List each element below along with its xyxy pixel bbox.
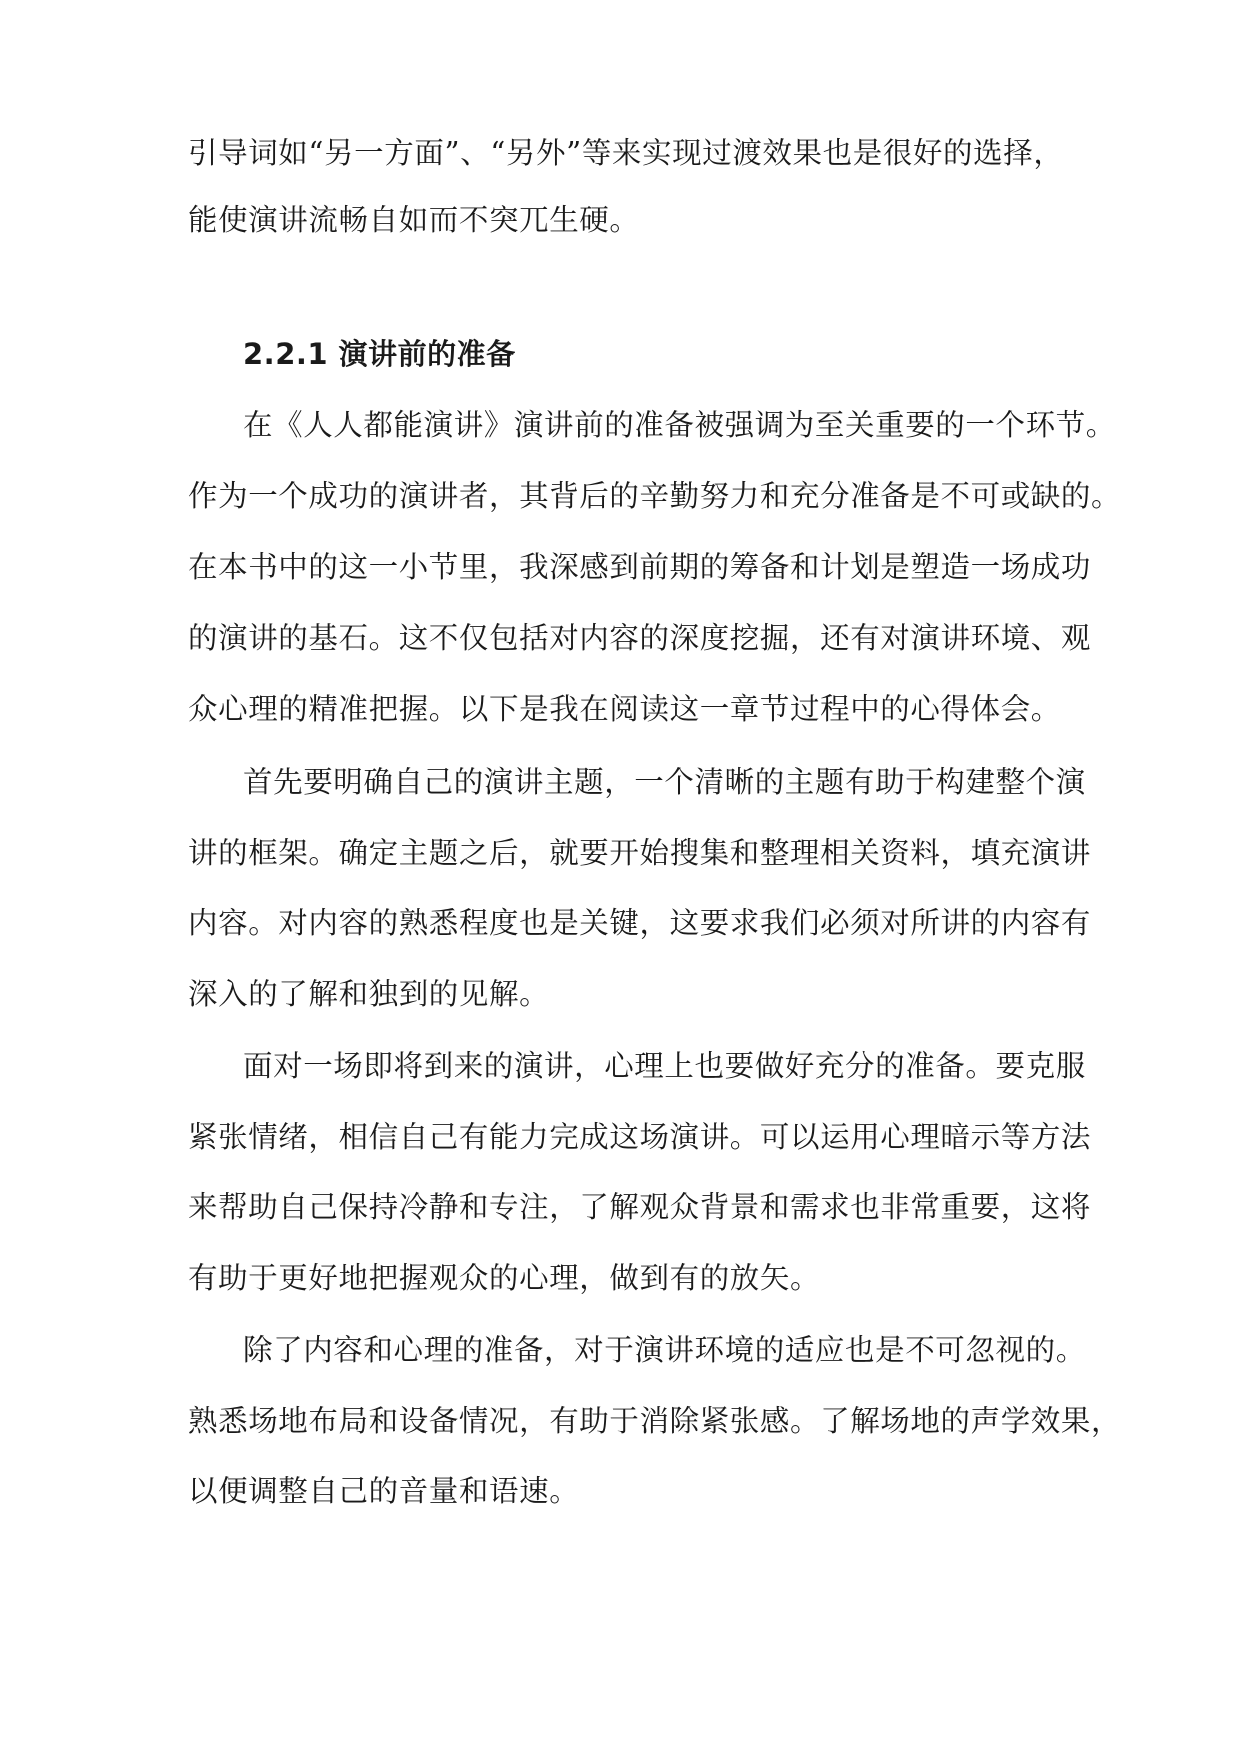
paragraph-5-line-2: 熟悉场地布局和设备情况，有助于消除紧张感。了解场地的声学效果， bbox=[188, 1404, 1122, 1438]
paragraph-2-line-4: 的演讲的基石。这不仅包括对内容的深度挖掘，还有对演讲环境、观 bbox=[188, 621, 1092, 655]
paragraph-3-line-2: 讲的框架。确定主题之后，就要开始搜集和整理相关资料，填充演讲 bbox=[188, 836, 1092, 870]
paragraph-2-line-1: 在《人人都能演讲》演讲前的准备被强调为至关重要的一个环节。 bbox=[243, 408, 1116, 442]
paragraph-3-line-1: 首先要明确自己的演讲主题，一个清晰的主题有助于构建整个演 bbox=[243, 765, 1086, 799]
paragraph-4-line-1: 面对一场即将到来的演讲，心理上也要做好充分的准备。要克服 bbox=[243, 1049, 1086, 1083]
paragraph-4-line-4: 有助于更好地把握观众的心理，做到有的放矢。 bbox=[188, 1261, 821, 1295]
section-heading: 2.2.1 演讲前的准备 bbox=[243, 337, 516, 371]
paragraph-2-line-5: 众心理的精准把握。以下是我在阅读这一章节过程中的心得体会。 bbox=[188, 692, 1061, 726]
paragraph-4-line-2: 紧张情绪，相信自己有能力完成这场演讲。可以运用心理暗示等方法 bbox=[188, 1120, 1092, 1154]
paragraph-2-line-2: 作为一个成功的演讲者，其背后的辛勤努力和充分准备是不可或缺的。 bbox=[188, 479, 1122, 513]
paragraph-4-line-3: 来帮助自己保持冷静和专注，了解观众背景和需求也非常重要，这将 bbox=[188, 1190, 1092, 1224]
paragraph-2-line-3: 在本书中的这一小节里，我深感到前期的筹备和计划是塑造一场成功 bbox=[188, 550, 1092, 584]
paragraph-1-line-2: 能使演讲流畅自如而不突兀生硬。 bbox=[188, 203, 640, 237]
paragraph-5-line-1: 除了内容和心理的准备，对于演讲环境的适应也是不可忽视的。 bbox=[243, 1333, 1086, 1367]
paragraph-3-line-4: 深入的了解和独到的见解。 bbox=[188, 977, 550, 1011]
paragraph-1-line-1: 引导词如“另一方面”、“另外”等来实现过渡效果也是很好的选择， bbox=[188, 136, 1064, 170]
paragraph-5-line-3: 以便调整自己的音量和语速。 bbox=[188, 1474, 580, 1508]
paragraph-3-line-3: 内容。对内容的熟悉程度也是关键，这要求我们必须对所讲的内容有 bbox=[188, 906, 1092, 940]
